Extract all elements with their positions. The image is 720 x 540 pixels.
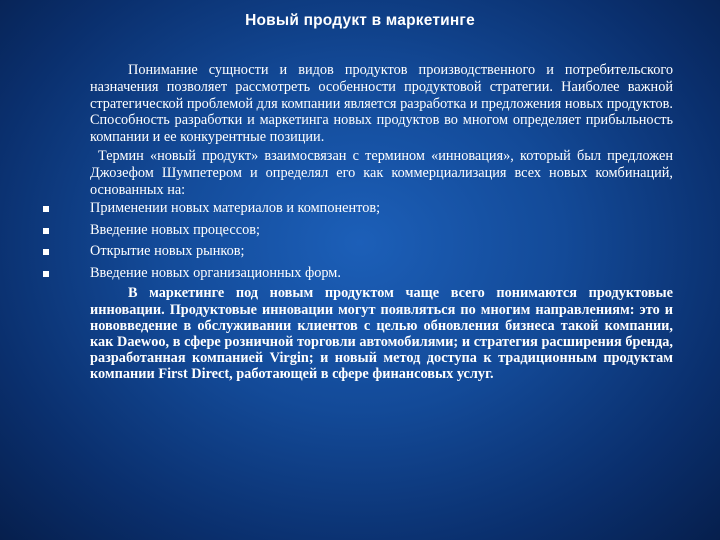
closing-paragraph: В маркетинге под новым продуктом чаще всего понимаются продуктовые инновации. Продуктовые инновации могут появляться по многим направлениям: это и нововведение в обслуживании клиентов с целью обновления бизнеса такой компании, как Daewoo, в сфере розничной торговли автомобилями; и стратегия расширения бренда, разработанная компанией Virgin; и новый метод доступа к традиционным продуктам компании First Direct, работающей в сфере финансовых услуг. xyxy=(90,285,673,383)
square-bullet-icon xyxy=(43,228,49,234)
square-bullet-icon xyxy=(43,249,49,255)
bullet-text: Применении новых материалов и компонентов; xyxy=(90,200,381,217)
bullet-list xyxy=(90,198,673,284)
bullet-text: Открытие новых рынков; xyxy=(90,243,245,260)
bullet-text: Введение новых процессов; xyxy=(90,221,260,238)
bullet-item xyxy=(90,241,673,263)
slide-title: Новый продукт в маркетинге xyxy=(245,12,475,29)
intro-paragraph: Понимание сущности и видов продуктов производственного и потребительского назначения позволяет рассмотреть особенности продуктовой стратегии. Наиболее важной стратегической проблемой для компании является разработка и предложения новых продуктов. Способность разработки и маркетинга новых продуктов во многом определяет прибыльность компании и ее конкурентные позиции. xyxy=(90,62,673,146)
definition-paragraph: Термин «новый продукт» взаимосвязан с термином «инновация», который был предложен Джозефом Шумпетером и определял его как коммерциализация всех новых комбинаций, основанных на: xyxy=(90,147,673,198)
bullet-text: Введение новых организационных форм. xyxy=(90,264,341,281)
square-bullet-icon xyxy=(43,271,49,277)
bullet-item xyxy=(90,198,673,220)
bullet-item xyxy=(90,220,673,242)
slide-content xyxy=(90,62,673,383)
square-bullet-icon xyxy=(43,206,49,212)
bullet-item xyxy=(90,263,673,285)
